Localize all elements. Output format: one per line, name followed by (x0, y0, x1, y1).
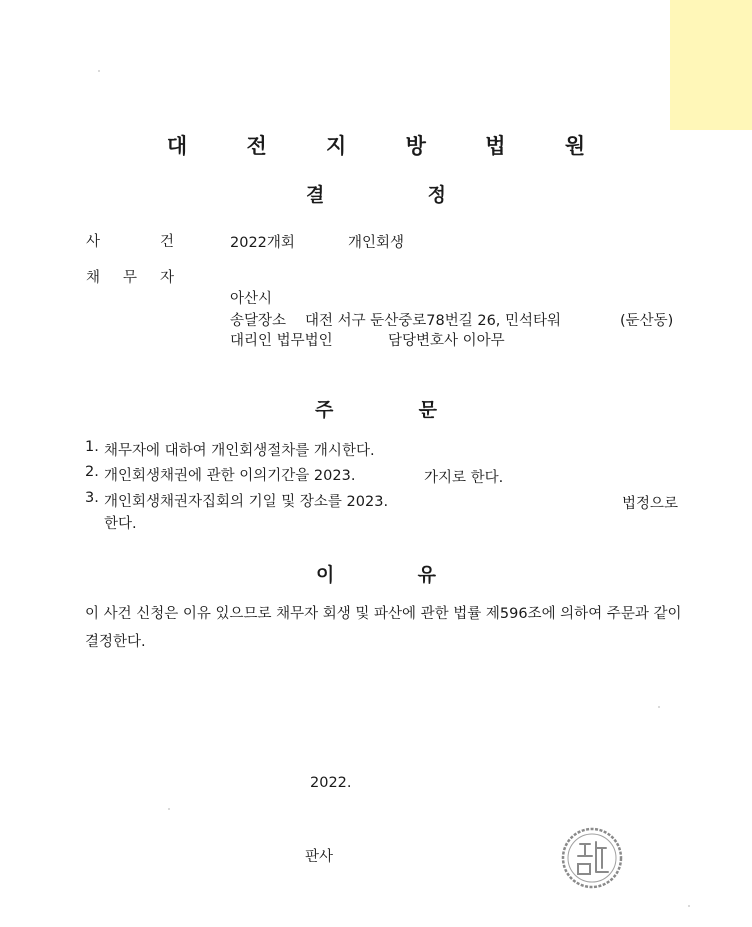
case-label-char-1: 사 (86, 234, 101, 250)
case-type: 개인회생 (348, 235, 405, 251)
decision-date: 2022. (310, 775, 352, 791)
order-3-text: 개인회생채권자집회의 기일 및 장소를 2023. (104, 494, 389, 510)
decision-heading (0, 180, 752, 207)
agent-firm: 대리인 법무법인 (230, 333, 333, 349)
order-2-text-end: 가지로 한다. (424, 470, 504, 486)
case-number: 2022개회 (230, 235, 295, 251)
reason-text: 이 사건 신청은 이유 있으므로 채무자 회생 및 파산에 관한 법률 제596조에 의하여 주문과 같이 결정한다. (85, 606, 682, 650)
court-name: 대 전 지 방 법 원 (166, 134, 612, 158)
order-2-text: 개인회생채권에 관한 이의기간을 2023. (104, 468, 356, 484)
service-dong: (둔산동) (620, 313, 674, 329)
scan-speck (688, 905, 690, 907)
order-2-number: 2. (85, 464, 99, 480)
reason-heading (0, 560, 752, 587)
debtor-label-char-2: 무 (123, 270, 138, 286)
order-heading-char-2: 문 (418, 399, 437, 421)
agent-lawyer: 담당변호사 이아무 (388, 333, 505, 349)
decision-heading-char-2: 정 (427, 184, 446, 206)
service-label: 송달장소 (230, 313, 287, 329)
scan-speck (98, 70, 100, 72)
judge-label: 판사 (305, 849, 334, 865)
debtor-address: 아산시 (230, 291, 273, 307)
order-3-text-wrap: 한다. (104, 516, 137, 532)
reason-heading-char-1: 이 (316, 564, 335, 586)
order-heading (0, 395, 752, 422)
order-3-text-end: 법정으로 (622, 496, 679, 512)
judge-seal-icon (560, 826, 624, 890)
order-heading-char-1: 주 (315, 399, 334, 421)
decision-heading-char-1: 결 (306, 184, 325, 206)
scan-speck (658, 706, 660, 708)
reason-heading-char-2: 유 (417, 564, 436, 586)
order-3-number: 3. (85, 490, 99, 506)
scan-speck (168, 808, 170, 810)
debtor-label-char-1: 채 (86, 270, 101, 286)
debtor-label-char-3: 자 (160, 270, 175, 286)
case-label-char-2: 건 (160, 234, 175, 250)
sticky-note (670, 0, 752, 130)
service-address: 대전 서구 둔산중로78번길 26, 민석타워 (305, 313, 562, 329)
order-1-number: 1. (85, 439, 99, 455)
order-1-text: 채무자에 대하여 개인회생절차를 개시한다. (104, 443, 375, 459)
